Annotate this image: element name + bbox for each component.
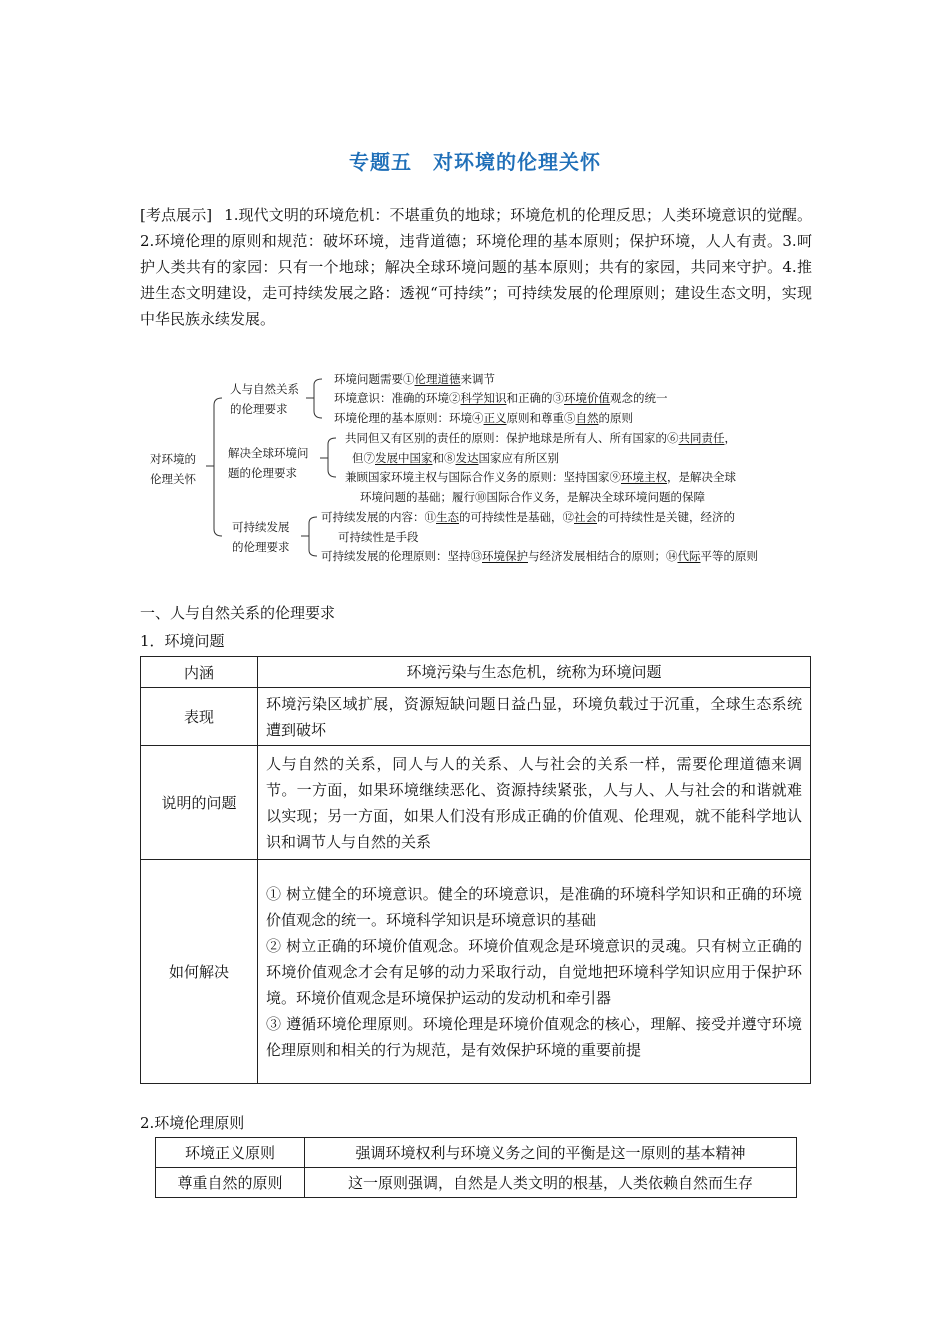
table-value: 环境污染与生态危机，统称为环境问题 <box>258 657 811 688</box>
solution-item-1: ① 树立健全的环境意识。健全的环境意识，是准确的环境科学知识和正确的环境价值观念的统一。环境科学知识是环境意识的基础 <box>266 884 802 929</box>
table-row <box>156 1168 797 1198</box>
mindmap-leaf-3: 环境伦理的基本原则：环境④正义原则和尊重⑤自然的原则 <box>334 411 633 425</box>
table-key: 尊重自然的原则 <box>156 1168 305 1198</box>
solution-item-2: ② 树立正确的环境价值观念。环境价值观念是环境意识的灵魂。只有树立正确的环境价值观念才会有足够的动力采取行动，自觉地把环境科学知识应用于保护环境。环境价值观念是环境保护运动的发动机和牵引器 <box>266 936 802 1007</box>
subsection-heading-1: 1．环境问题 <box>140 632 225 650</box>
mindmap-leaf-4: 共同但又有区别的责任的原则：保护地球是所有人、所有国家的⑥共同责任， <box>345 431 736 445</box>
table-key: 如何解决 <box>141 860 258 1084</box>
table-row <box>141 657 811 688</box>
ethics-principles-table <box>155 1137 797 1198</box>
mindmap-leaf-6: 兼顾国家环境主权与国际合作义务的原则：坚持国家⑨环境主权，是解决全球 <box>345 470 736 484</box>
section-heading: 一、人与自然关系的伦理要求 <box>140 604 336 622</box>
mindmap-leaf-2: 环境意识：准确的环境②科学知识和正确的③环境价值观念的统一 <box>334 391 668 405</box>
mindmap-leaf-1: 环境问题需要①伦理道德来调节 <box>334 372 495 386</box>
table-key: 环境正义原则 <box>156 1138 305 1168</box>
environment-issue-table <box>140 656 811 1084</box>
table-key: 表现 <box>141 688 258 746</box>
mindmap-leaf-8: 可持续发展的内容：⑪生态的可持续性是基础，⑫社会的可持续性是关键，经济的 <box>321 510 735 524</box>
mindmap-leaf-10: 可持续发展的伦理原则：坚持⑬环境保护与经济发展相结合的原则；⑭代际平等的原则 <box>321 549 758 563</box>
table-value: 这一原则强调，自然是人类文明的根基，人类依赖自然而生存 <box>305 1168 797 1198</box>
subsection-heading-2: 2.环境伦理原则 <box>140 1114 245 1132</box>
intro-tag: [考点展示] <box>140 206 213 224</box>
table-row <box>141 688 811 746</box>
mindmap-leaf-7: 环境问题的基础；履行⑩国际合作义务，是解决全球环境问题的保障 <box>360 490 705 504</box>
table-row <box>156 1138 797 1168</box>
table-row <box>141 860 811 1084</box>
table-value: 环境污染区域扩展，资源短缺问题日益凸显，环境负载过于沉重，全球生态系统遭到破坏 <box>258 688 811 746</box>
page-title: 专题五 对环境的伦理关怀 <box>349 150 601 174</box>
table-value: 强调环境权利与环境义务之间的平衡是这一原则的基本精神 <box>305 1138 797 1168</box>
mindmap-branch-3: 可持续发展 的伦理要求 <box>232 520 290 554</box>
mindmap-root: 对环境的 伦理关怀 <box>150 452 196 486</box>
mindmap-branch-1: 人与自然关系 的伦理要求 <box>230 382 299 416</box>
table-key: 说明的问题 <box>141 746 258 860</box>
mindmap-leaf-5: 但⑦发展中国家和⑧发达国家应有所区别 <box>352 451 559 465</box>
table-key: 内涵 <box>141 657 258 688</box>
mindmap-leaf-9: 可持续性是手段 <box>338 530 419 544</box>
intro-text: 1.现代文明的环境危机：不堪重负的地球；环境危机的伦理反思；人类环境意识的觉醒。2.环境伦理的原则和规范：破坏环境，违背道德；环境伦理的基本原则；保护环境，人人有责。3.呵护人类共有的家园：只有一个地球；解决全球环境问题的基本原则；共有的家园，共同来守护。4.推进生态文明建设，走可持续发展之路：透视“可持续”；可持续发展的伦理原则；建设生态文明，实现中华民族永续发展。 <box>140 206 812 328</box>
solution-item-3: ③ 遵循环境伦理原则。环境伦理是环境价值观念的核心，理解、接受并遵守环境伦理原则和相关的行为规范，是有效保护环境的重要前提 <box>266 1014 802 1059</box>
table-value <box>258 860 811 1084</box>
table-row <box>141 746 811 860</box>
mindmap-branch-2: 解决全球环境问 题的伦理要求 <box>228 446 309 480</box>
table-value: 人与自然的关系，同人与人的关系、人与社会的关系一样，需要伦理道德来调节。一方面，如果环境继续恶化、资源持续紧张，人与人、人与社会的和谐就难以实现；另一方面，如果人们没有形成正确的价值观、伦理观，就不能科学地认识和调节人与自然的关系 <box>258 746 811 860</box>
